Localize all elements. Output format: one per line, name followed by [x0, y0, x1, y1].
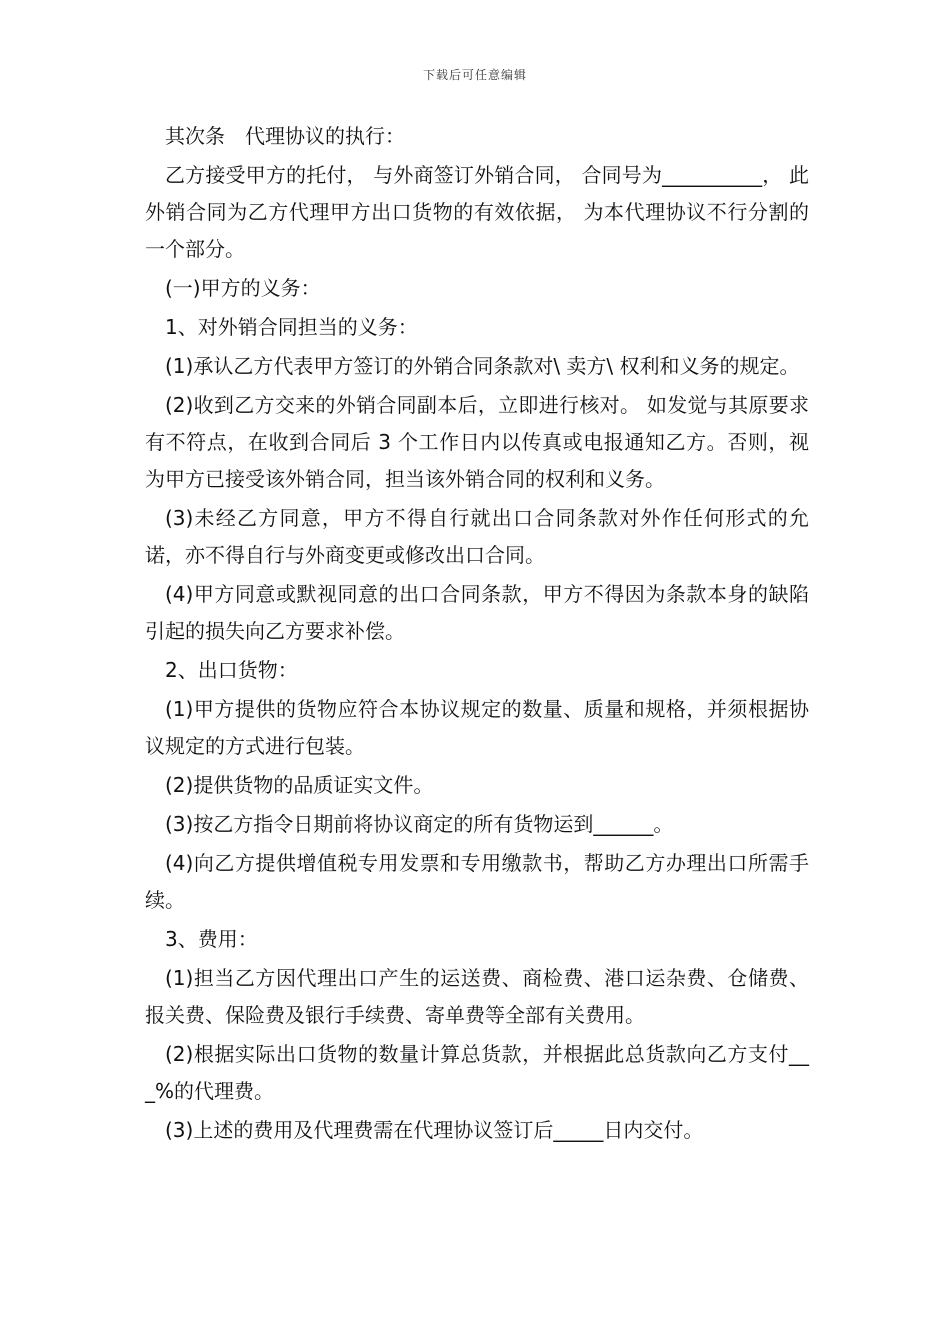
clause-item: (2)收到乙方交来的外销合同副本后，立即进行核对。 如发觉与其原要求有不符点，在收到合同后 3 个工作日内以传真或电报通知乙方。否则，视为甲方已接受该外销合同，担当该外销合同的权利和义务。 — [145, 393, 809, 491]
clause-heading: 1、对外销合同担当的义务： — [165, 315, 418, 339]
clause-item: (3)上述的费用及代理费需在代理协议签订后_____日内交付。 — [165, 1118, 704, 1142]
clause-item: (4)向乙方提供增值税专用发票和专用缴款书，帮助乙方办理出口所需手续。 — [145, 851, 809, 912]
paragraph: 乙方接受甲方的托付， 与外商签订外销合同， 合同号为__________， 此外销合同为乙方代理甲方出口货物的有效依据， 为本代理协议不行分割的一个部分。 — [145, 163, 809, 261]
section-heading: 其次条 代理协议的执行： — [165, 124, 405, 148]
clause-heading: 2、出口货物： — [165, 658, 298, 682]
clause-item: (4)甲方同意或默视同意的出口合同条款，甲方不得因为条款本身的缺陷引起的损失向乙方要求补偿。 — [145, 582, 809, 643]
page-header: 下载后可任意编辑 — [422, 68, 527, 82]
clause-heading: 3、费用： — [165, 927, 258, 951]
clause-item: (2)提供货物的品质证实文件。 — [165, 773, 434, 797]
subsection-heading: (一)甲方的义务： — [165, 276, 321, 300]
clause-item: (3)未经乙方同意，甲方不得自行就出口合同条款对外作任何形式的允诺，亦不得自行与外商变更或修改出口合同。 — [145, 506, 809, 567]
document-body — [145, 118, 809, 1151]
clause-item: (1)甲方提供的货物应符合本协议规定的数量、质量和规格，并须根据协议规定的方式进行包装。 — [145, 697, 809, 758]
clause-item: (1)承认乙方代表甲方签订的外销合同条款对\ 卖方\ 权利和义务的规定。 — [165, 354, 800, 378]
clause-item: (3)按乙方指令日期前将协议商定的所有货物运到______。 — [165, 812, 674, 836]
clause-item: (2)根据实际出口货物的数量计算总货款，并根据此总货款向乙方支付___%的代理费。 — [145, 1042, 809, 1103]
clause-item: (1)担当乙方因代理出口产生的运送费、商检费、港口运杂费、仓储费、报关费、保险费及银行手续费、寄单费等全部有关费用。 — [145, 966, 809, 1027]
